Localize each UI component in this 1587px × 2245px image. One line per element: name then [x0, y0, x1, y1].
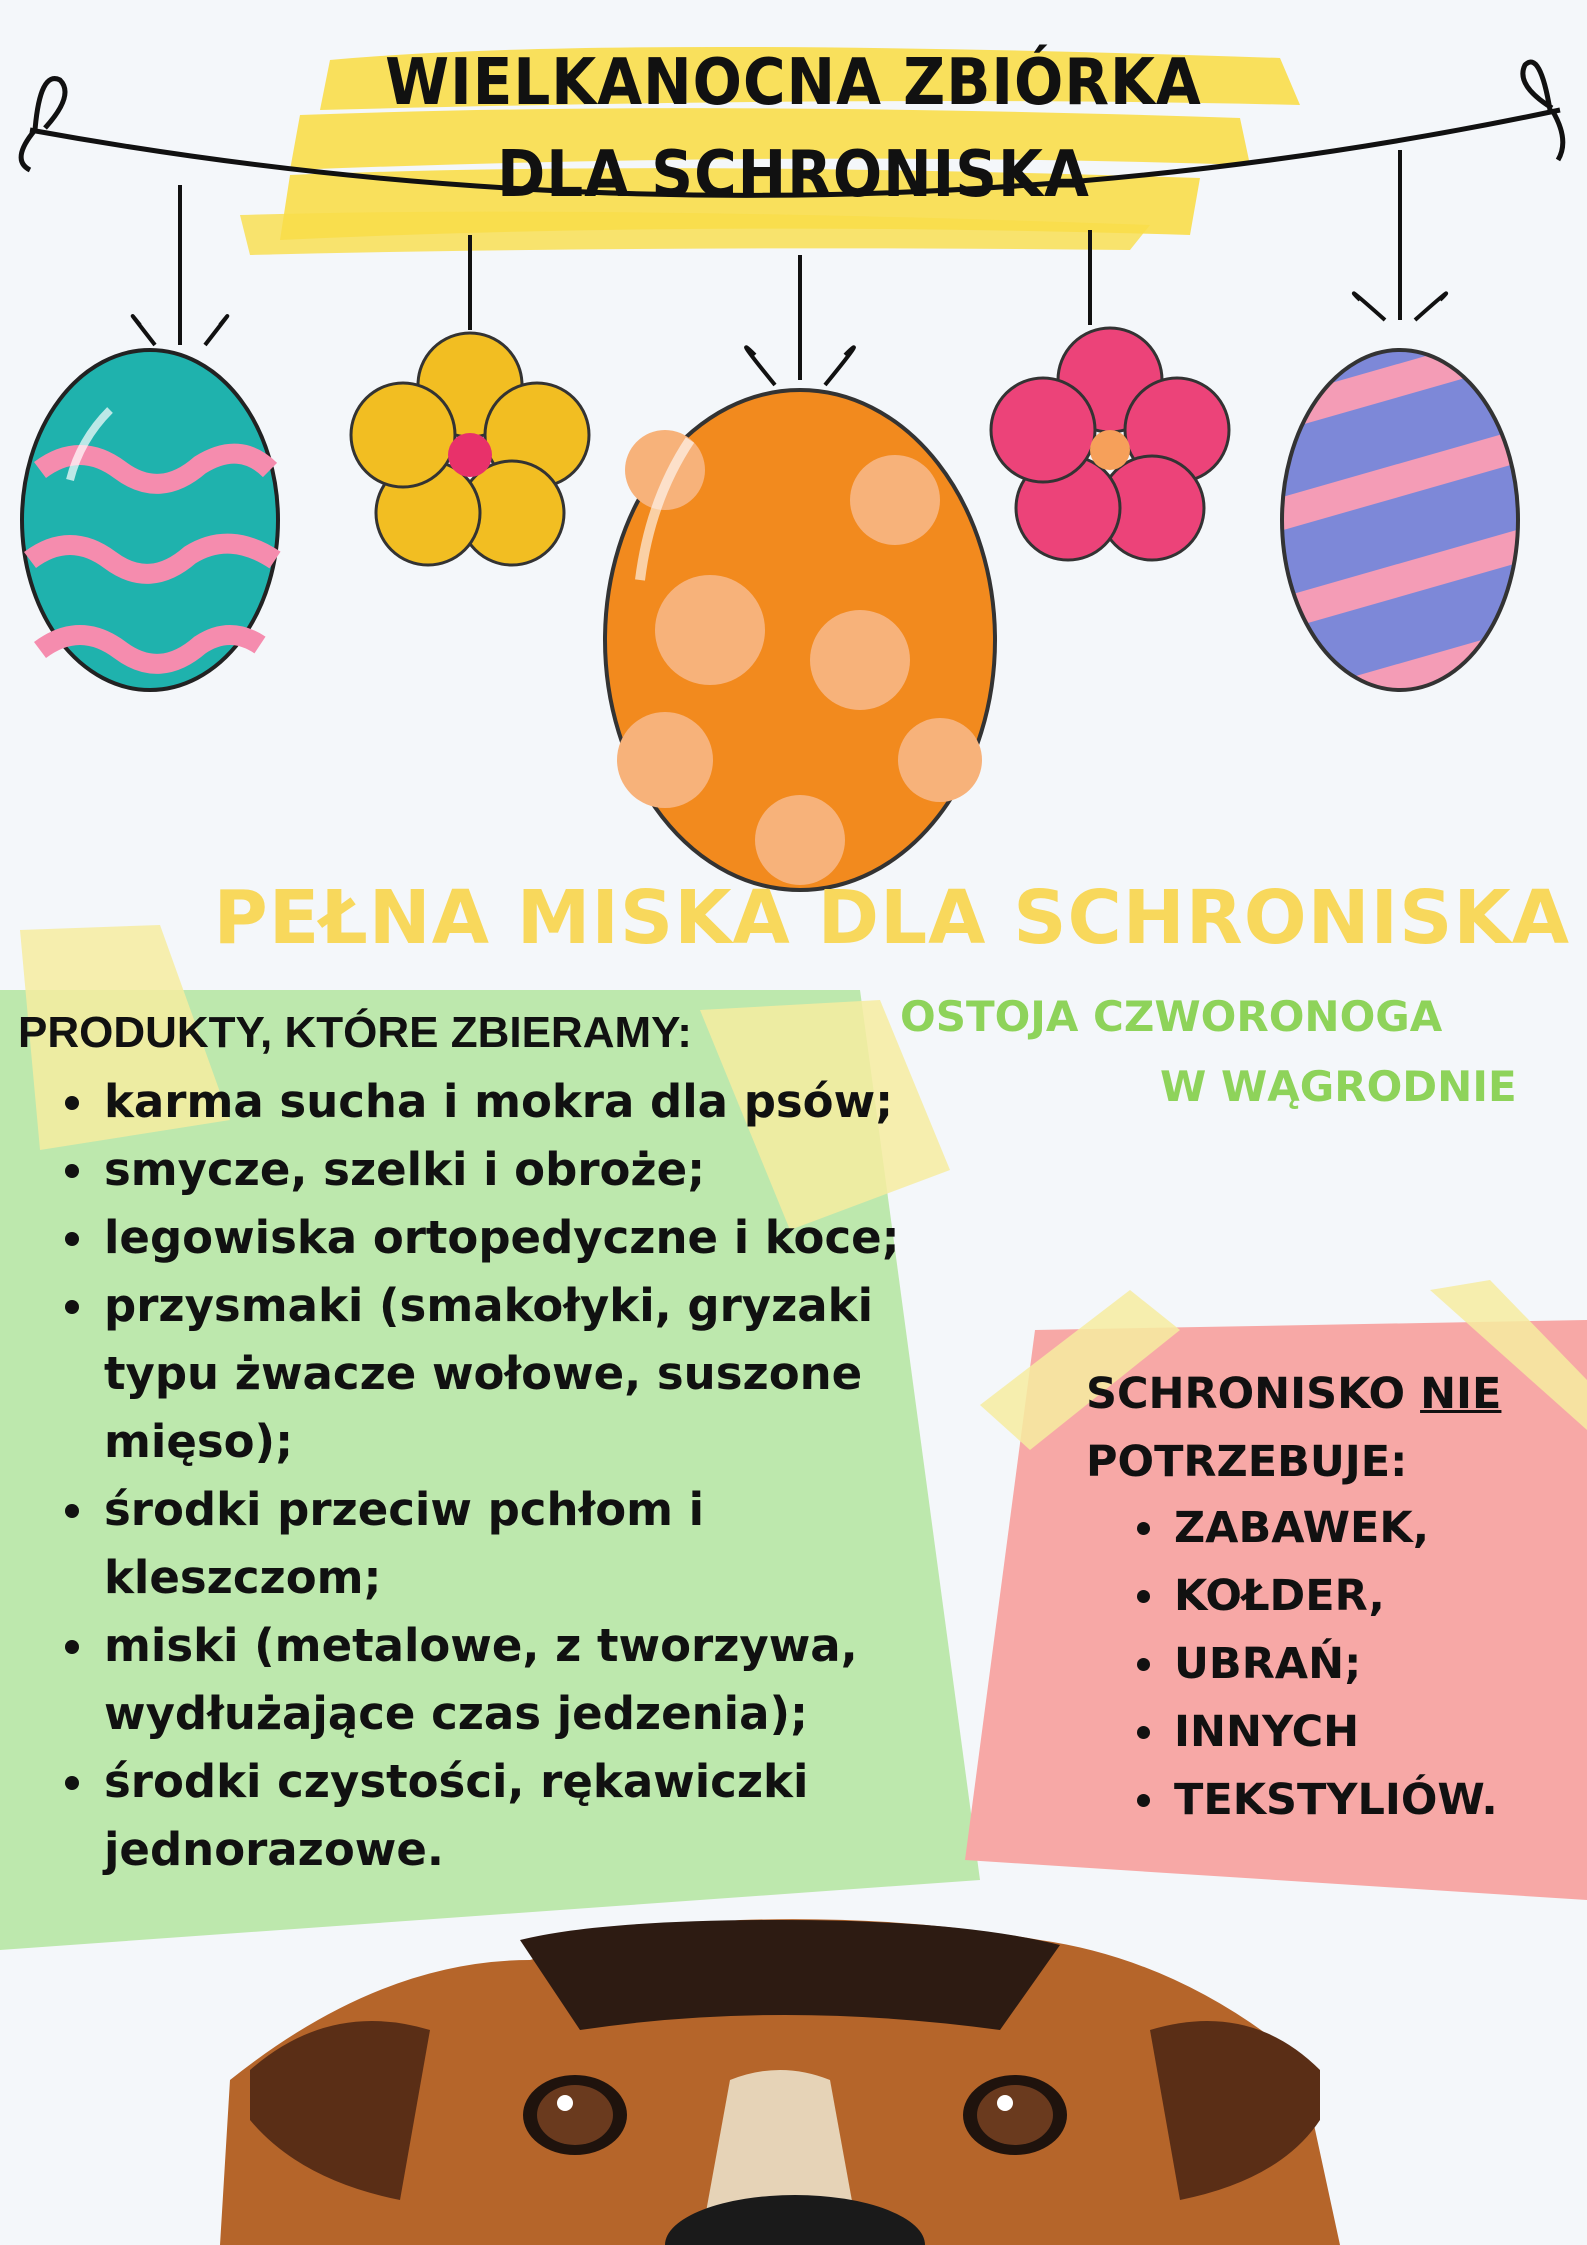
not-needed-item: • KOŁDER, — [1170, 1562, 1498, 1630]
needed-list — [58, 1068, 920, 1884]
needed-heading: PRODUKTY, KTÓRE ZBIERAMY: — [18, 1008, 692, 1057]
needed-item: • przysmaki (smakołyki, gryzaki typu żwacze wołowe, suszone mięso); — [100, 1272, 920, 1476]
orange-dotted-egg — [605, 347, 995, 890]
dog-photo — [220, 1919, 1340, 2245]
not-needed-item: • INNYCH — [1170, 1698, 1498, 1766]
organization-line-2: W WĄGRODNIE — [1160, 1062, 1517, 1111]
needed-item: • środki przeciw pchłom i kleszczom; — [100, 1476, 920, 1612]
title-line-2: DLA SCHRONISKA — [497, 136, 1090, 212]
yellow-flower — [351, 333, 589, 565]
needed-item: • legowiska ortopedyczne i koce; — [100, 1204, 920, 1272]
pink-flower — [991, 328, 1229, 560]
organization-line-1: OSTOJA CZWORONOGA — [900, 992, 1443, 1041]
needed-item: • miski (metalowe, z tworzywa, wydłużające czas jedzenia); — [100, 1612, 920, 1748]
heading-text: POTRZEBUJE: — [1086, 1437, 1408, 1487]
heading-text: SCHRONISKO — [1086, 1369, 1421, 1419]
needed-item: • smycze, szelki i obroże; — [100, 1136, 920, 1204]
needed-item: • karma sucha i mokra dla psów; — [100, 1068, 920, 1136]
title-line-1: WIELKANOCNA ZBIÓRKA — [385, 44, 1202, 120]
teal-wavy-egg — [22, 316, 278, 690]
needed-item: • środki czystości, rękawiczki jednorazowe. — [100, 1748, 920, 1884]
not-needed-item: • ZABAWEK, — [1170, 1494, 1498, 1562]
heading-emphasis: NIE — [1420, 1369, 1502, 1419]
not-needed-list — [1132, 1494, 1498, 1834]
not-needed-heading — [1086, 1360, 1556, 1496]
not-needed-item: • UBRAŃ; — [1170, 1630, 1498, 1698]
not-needed-item: • TEKSTYLIÓW. — [1170, 1766, 1498, 1834]
purple-striped-egg — [1260, 293, 1540, 720]
campaign-subtitle: PEŁNA MISKA DLA SCHRONISKA — [213, 875, 1570, 961]
